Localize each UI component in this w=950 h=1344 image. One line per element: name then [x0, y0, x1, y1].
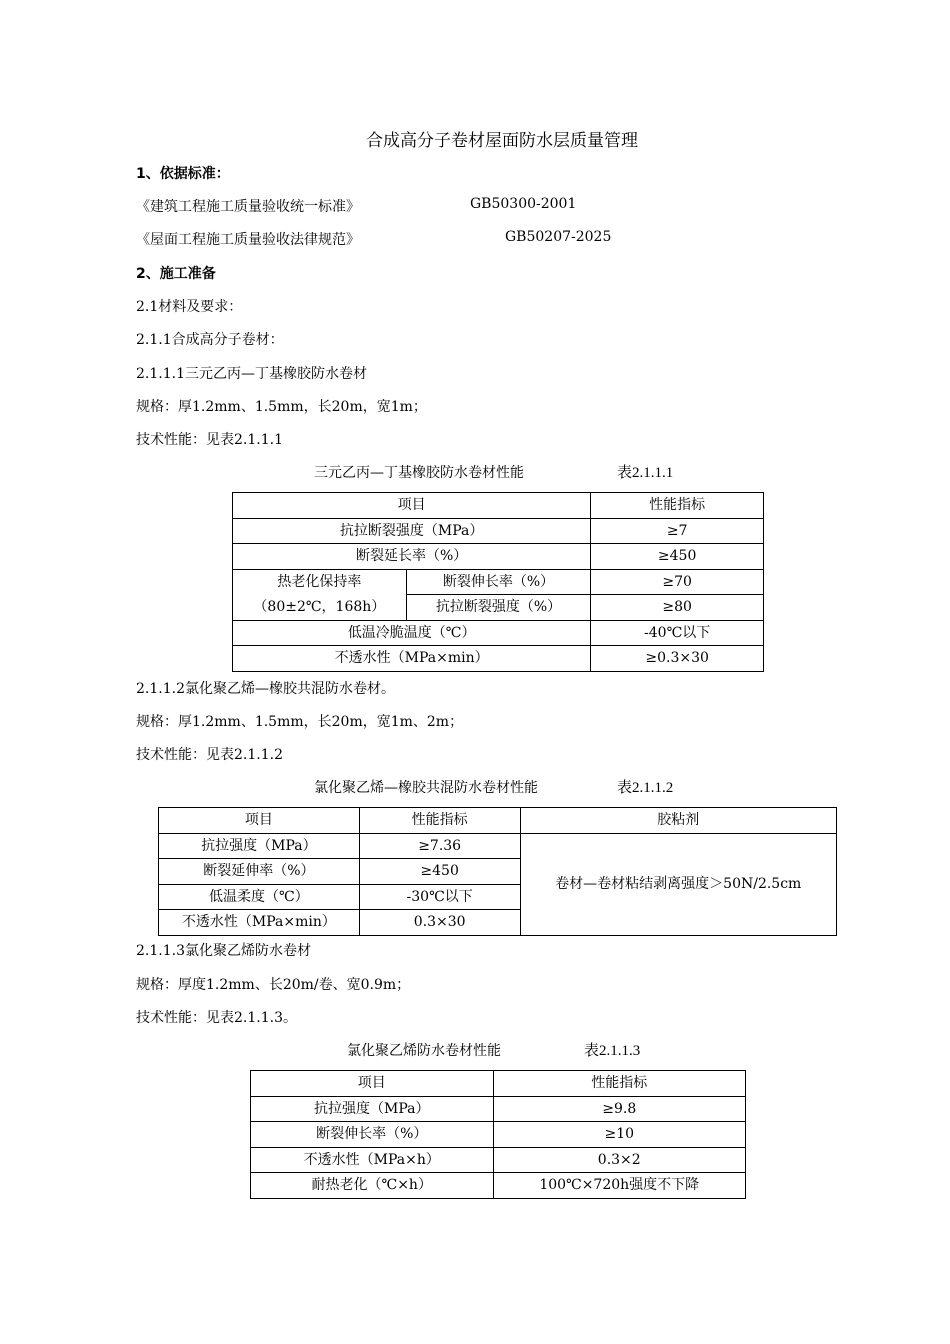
table-row [233, 646, 764, 672]
tech-2-text: 技术性能：见表2.1.1.2 [136, 747, 283, 763]
table-cell: ≥10 [493, 1122, 746, 1148]
table-header-cell: 项目 [251, 1071, 494, 1097]
table-header-cell: 项目 [159, 808, 360, 834]
table-cell: -40℃以下 [591, 620, 764, 646]
table-cell: 耐热老化（℃×h） [251, 1173, 494, 1199]
table-cell: ≥9.8 [493, 1096, 746, 1122]
table-row [159, 833, 837, 859]
table-cell: ≥80 [591, 595, 764, 621]
standard-1-name: 《建筑工程施工质量验收统一标准》 [136, 199, 360, 215]
table-cell: 断裂伸长率（%） [406, 569, 591, 595]
standard-2-name: 《屋面工程施工质量验收法律规范》 [136, 232, 360, 248]
table-cell: 不透水性（MPa×h） [251, 1147, 494, 1173]
table-row [233, 544, 764, 570]
table-2 [158, 807, 837, 936]
table-cell: 抗拉断裂强度（MPa） [233, 518, 591, 544]
tech-3-text: 技术性能：见表2.1.1.3。 [136, 1010, 297, 1026]
table-row [233, 518, 764, 544]
spec-3-text: 规格：厚度1.2mm、长20m/卷、宽0.9m； [136, 977, 411, 993]
table-cell: 低温冷脆温度（℃） [233, 620, 591, 646]
table-header-cell: 性能指标 [591, 493, 764, 519]
standard-2-code: GB50207-2025 [505, 229, 612, 245]
table-group-cell [233, 569, 407, 620]
tech-1-text: 技术性能：见表2.1.1.1 [136, 432, 283, 448]
group-label-line-1: 热老化保持率 [277, 574, 362, 590]
table-cell: ≥450 [591, 544, 764, 570]
table-cell: 0.3×30 [359, 910, 520, 936]
polymer-membrane-heading: 2.1.1合成高分子卷材： [136, 332, 284, 348]
table-header-cell: 项目 [233, 493, 591, 519]
table-row [233, 569, 764, 595]
table-3-caption: 氯化聚乙烯防水卷材性能 [347, 1043, 501, 1059]
table-cell: 抗拉断裂强度（%） [406, 595, 591, 621]
table-row [251, 1147, 746, 1173]
table-row [251, 1071, 746, 1097]
table-row [233, 620, 764, 646]
table-1 [232, 492, 764, 672]
table-cell: ≥70 [591, 569, 764, 595]
item-2-1-1-2-heading: 2.1.1.2氯化聚乙烯—橡胶共混防水卷材。 [136, 681, 395, 697]
table-cell: ≥7.36 [359, 833, 520, 859]
table-cell: ≥450 [359, 859, 520, 885]
table-row [233, 493, 764, 519]
table-header-cell: 性能指标 [359, 808, 520, 834]
section-1-heading: 1、依据标准： [136, 166, 230, 182]
table-header-cell: 性能指标 [493, 1071, 746, 1097]
table-cell: ≥0.3×30 [591, 646, 764, 672]
document-title: 合成高分子卷材屋面防水层质量管理 [366, 131, 638, 151]
section-2-heading: 2、施工准备 [136, 266, 216, 282]
table-cell: -30℃以下 [359, 884, 520, 910]
table-cell: 0.3×2 [493, 1147, 746, 1173]
item-2-1-1-3-heading: 2.1.1.3氯化聚乙烯防水卷材 [136, 943, 311, 959]
table-cell: 100℃×720h强度不下降 [493, 1173, 746, 1199]
table-row [159, 808, 837, 834]
table-cell: 断裂延长率（%） [233, 544, 591, 570]
table-cell: 低温柔度（℃） [159, 884, 360, 910]
table-1-caption: 三元乙丙—丁基橡胶防水卷材性能 [314, 465, 524, 481]
table-cell: ≥7 [591, 518, 764, 544]
glue-value-cell: 卷材—卷材粘结剥离强度＞50N/2.5cm [520, 833, 836, 935]
table-cell: 断裂伸长率（%） [251, 1122, 494, 1148]
table-header-cell: 胶粘剂 [520, 808, 836, 834]
table-3-number: 表2.1.1.3 [584, 1043, 641, 1059]
table-row [251, 1173, 746, 1199]
table-cell: 断裂延伸率（%） [159, 859, 360, 885]
table-cell: 不透水性（MPa×min） [159, 910, 360, 936]
table-cell: 不透水性（MPa×min） [233, 646, 591, 672]
spec-2-text: 规格：厚1.2mm、1.5mm，长20m，宽1m、2m； [136, 714, 464, 730]
table-1-number: 表2.1.1.1 [617, 465, 674, 481]
table-row [251, 1096, 746, 1122]
item-2-1-1-1-heading: 2.1.1.1三元乙丙—丁基橡胶防水卷材 [136, 366, 367, 382]
table-row [251, 1122, 746, 1148]
spec-1-text: 规格：厚1.2mm、1.5mm，长20m，宽1m； [136, 399, 427, 415]
table-2-caption: 氯化聚乙烯—橡胶共混防水卷材性能 [314, 780, 538, 796]
group-label-line-2: （80±2℃，168h） [253, 598, 386, 615]
table-cell: 抗拉强度（MPa） [159, 833, 360, 859]
table-cell: 抗拉强度（MPa） [251, 1096, 494, 1122]
materials-heading: 2.1材料及要求： [136, 299, 243, 315]
table-3 [250, 1070, 746, 1199]
standard-1-code: GB50300-2001 [470, 196, 577, 212]
table-2-number: 表2.1.1.2 [617, 780, 674, 796]
